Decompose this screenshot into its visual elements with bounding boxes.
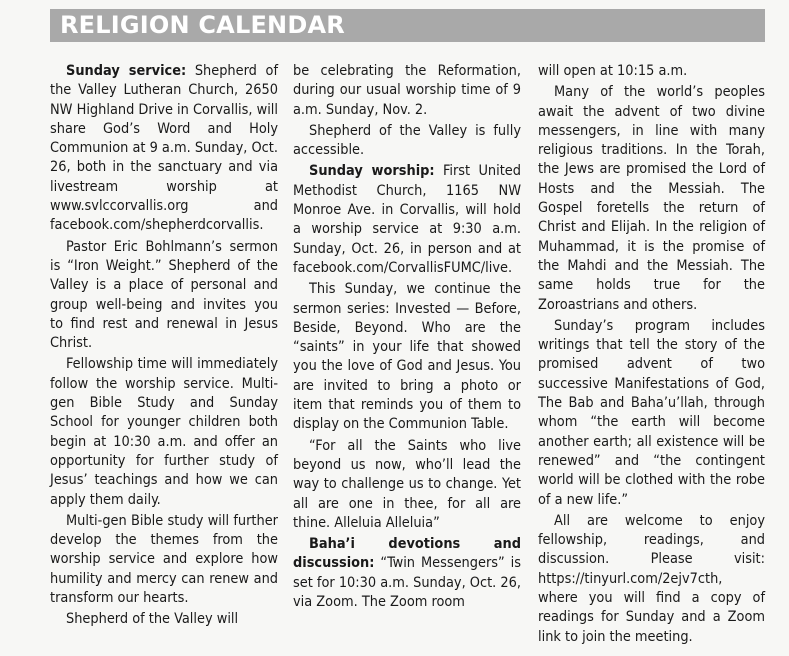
- column-3: [538, 62, 765, 649]
- paragraph-text: “Twin Messengers” is set for 10:30 a.m. Sunday, Oct. 26, via Zoom. The Zoom room: [293, 555, 521, 611]
- paragraph: [50, 610, 278, 629]
- paragraph: [293, 62, 521, 120]
- paragraph-text: Fellowship time will immediately follow the worship service. Multi-gen Bible Study and Sunday School for younger children both begin at 10:30 a.m. and offer an opportunity for further study of Jesus’ teachings and how we can apply them daily.: [50, 356, 278, 508]
- paragraph-lead: Baha’i devotions and discussion:: [293, 536, 521, 572]
- paragraph-text: Shepherd of the Valley Lutheran Church, 2650 NW Highland Drive in Corvallis, will share God’s Word and Holy Communion at 9 a.m. Sunday, Oct. 26, both in the sanctuary and via livestream worship at www.svlccorvallis.org and facebook.com/shepherdcorvallis.: [50, 63, 279, 234]
- paragraph: [50, 238, 278, 354]
- paragraph-lead: Sunday worship:: [309, 163, 435, 180]
- section-title: RELIGION CALENDAR: [60, 11, 345, 39]
- paragraph: [538, 512, 765, 647]
- paragraph-text: First United Methodist Church, 1165 NW Monroe Ave. in Corvallis, will hold a worship service at 9:30 a.m. Sunday, Oct. 26, in person and at facebook.com/CorvallisFUMC/live.: [293, 163, 521, 276]
- paragraph-text: This Sunday, we continue the sermon series: Invested — Before, Beside, Beyond. Who are the “saints” in your life that showed you the love of God and Jesus. You are invited to bring a photo or item that reminds you of them to display on the Communion Table.: [293, 281, 521, 433]
- paragraph-lead: Sunday service:: [66, 63, 187, 79]
- paragraph-text: will open at 10:15 a.m.: [538, 63, 688, 79]
- section-header: [50, 9, 765, 42]
- paragraph: [538, 83, 765, 315]
- paragraph: [293, 437, 521, 533]
- paragraph-text: Shepherd of the Valley is fully accessible.: [293, 122, 521, 159]
- paragraph: [293, 162, 521, 278]
- paragraph-text: All are welcome to enjoy fellowship, readings, and discussion. Please visit: https://tinyurl.com/2ejv7cth, where you will find a copy of readings for Sunday and a Zoom link to join the meeting.: [538, 512, 765, 645]
- column-2: [293, 62, 521, 614]
- paragraph-text: Shepherd of the Valley will: [66, 611, 239, 628]
- paragraph: [538, 317, 765, 510]
- paragraph: [293, 535, 521, 612]
- paragraph: [293, 122, 521, 161]
- paragraph-text: “For all the Saints who live beyond us now, who’ll lead the way to challenge us to change. Yet all are one in thee, for all are thine. Alleluia Alleluia”: [293, 437, 521, 531]
- paragraph-text: Many of the world’s peoples await the advent of two divine messengers, in line with many religious traditions. In the Torah, the Jews are promised the Lord of Hosts and the Messiah. The Gospel foretells the return of Christ and Elijah. In the religion of Muhammad, it is the promise of the Mahdi and the Messiah. The same holds true for the Zoroastrians and others.: [538, 84, 765, 313]
- paragraph: [293, 280, 521, 434]
- paragraph-text: be celebrating the Reformation, during our usual worship time of 9 a.m. Sunday, Nov. 2.: [293, 63, 521, 118]
- paragraph: [50, 512, 278, 608]
- paragraph: [50, 62, 278, 236]
- paragraph-text: Multi-gen Bible study will further develop the themes from the worship service and explore how humility and mercy can renew and transform our hearts.: [50, 512, 278, 607]
- column-1: [50, 62, 278, 632]
- paragraph: [538, 62, 765, 81]
- paragraph-text: Sunday’s program includes writings that tell the story of the promised advent of two successive Manifestations of God, The Bab and Baha’u’llah, through whom “the earth will become another earth; all existence will be renewed” and “the contingent world will be clothed with the robe of a new life.”: [538, 317, 765, 508]
- paragraph-text: Pastor Eric Bohlmann’s sermon is “Iron Weight.” Shepherd of the Valley is a place of personal and group well-being and invites you to find rest and renewal in Jesus Christ.: [50, 238, 278, 352]
- paragraph: [50, 355, 278, 509]
